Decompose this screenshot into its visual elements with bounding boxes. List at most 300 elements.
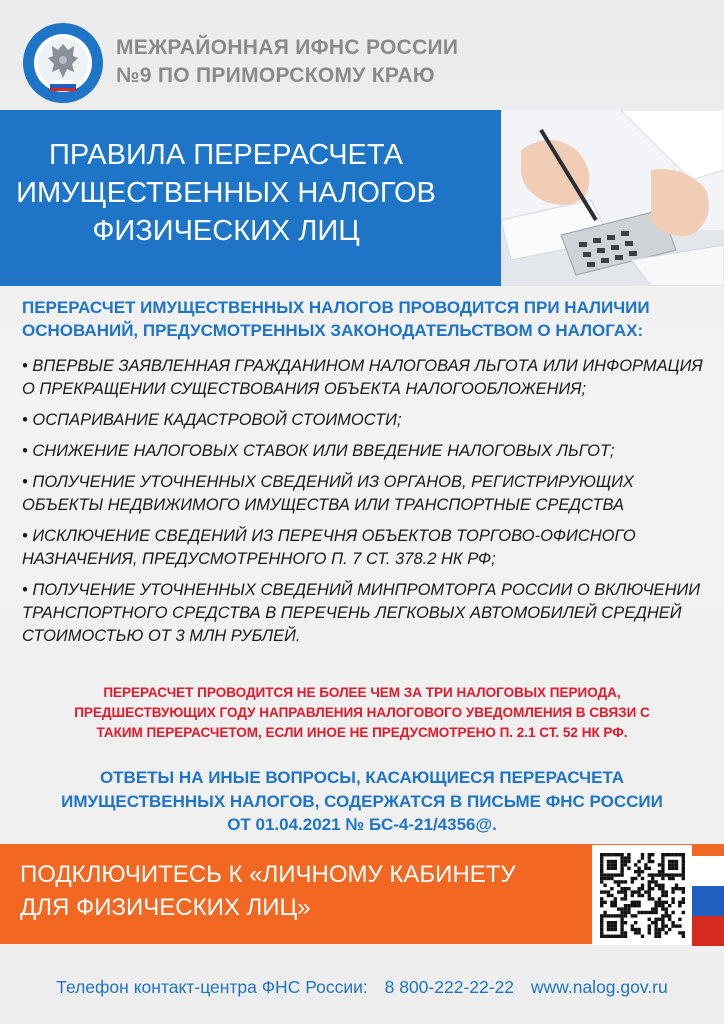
list-item: • ПОЛУЧЕНИЕ УТОЧНЕННЫХ СВЕДЕНИЙ ИЗ ОРГАНОВ, РЕГИСТРИРУЮЩИХ ОБЪЕКТЫ НЕДВИЖИМОГО ИМУЩЕСТВА ИЛИ ТРАНСПОРТНЫЕ СРЕДСТВА bbox=[22, 473, 634, 514]
page-title bbox=[0, 136, 452, 250]
qr-module bbox=[678, 873, 681, 876]
qr-module bbox=[600, 873, 603, 876]
qr-module bbox=[600, 921, 603, 924]
qr-module bbox=[624, 921, 627, 924]
header bbox=[0, 0, 724, 110]
grounds-list bbox=[22, 355, 708, 656]
qr-module bbox=[671, 867, 674, 870]
qr-module bbox=[600, 901, 603, 904]
qr-module bbox=[658, 870, 661, 873]
qr-module bbox=[665, 873, 668, 876]
qr-module bbox=[644, 867, 647, 870]
qr-module bbox=[624, 887, 627, 890]
qr-module bbox=[637, 894, 640, 897]
qr-module bbox=[600, 918, 603, 921]
qr-module bbox=[651, 907, 654, 910]
qr-module bbox=[610, 914, 613, 917]
qr-module bbox=[631, 924, 634, 927]
qr-module bbox=[682, 867, 685, 870]
fns-emblem-icon bbox=[22, 22, 104, 104]
qr-module bbox=[661, 887, 664, 890]
qr-module bbox=[641, 894, 644, 897]
qr-module bbox=[600, 890, 603, 893]
qr-module bbox=[614, 897, 617, 900]
qr-module bbox=[620, 887, 623, 890]
qr-module bbox=[648, 931, 651, 934]
qr-module bbox=[654, 918, 657, 921]
qr-module bbox=[665, 853, 668, 856]
cta-line-1: ПОДКЛЮЧИТЕСЬ К «ЛИЧНОМУ КАБИНЕТУ bbox=[20, 861, 516, 888]
qr-module bbox=[603, 890, 606, 893]
qr-module bbox=[624, 890, 627, 893]
qr-module bbox=[648, 884, 651, 887]
qr-module bbox=[620, 921, 623, 924]
qr-module bbox=[678, 924, 681, 927]
qr-module bbox=[641, 877, 644, 880]
qr-module bbox=[651, 880, 654, 883]
qr-module bbox=[682, 890, 685, 893]
qr-module bbox=[624, 894, 627, 897]
qr-module bbox=[607, 935, 610, 938]
qr-module bbox=[620, 928, 623, 931]
qr-module bbox=[658, 931, 661, 934]
notice-line-1: ПЕРЕРАСЧЕТ ПРОВОДИТСЯ НЕ БОЛЕЕ ЧЕМ ЗА ТРИ НАЛОГОВЫХ ПЕРИОДА, bbox=[103, 685, 621, 700]
calculator-hands-photo bbox=[501, 110, 724, 286]
qr-module bbox=[600, 863, 603, 866]
qr-module bbox=[654, 935, 657, 938]
list-item: • ОСПАРИВАНИЕ КАДАСТРОВОЙ СТОИМОСТИ; bbox=[22, 411, 402, 429]
qr-module bbox=[600, 931, 603, 934]
qr-module bbox=[671, 911, 674, 914]
qr-module bbox=[614, 904, 617, 907]
qr-module bbox=[620, 907, 623, 910]
qr-module bbox=[648, 867, 651, 870]
qr-module bbox=[668, 873, 671, 876]
qr-module bbox=[634, 904, 637, 907]
qr-module bbox=[675, 873, 678, 876]
qr-module bbox=[651, 921, 654, 924]
qr-module bbox=[637, 867, 640, 870]
qr-module bbox=[661, 873, 664, 876]
qr-module bbox=[654, 873, 657, 876]
answers-line-2: ИМУЩЕСТВЕННЫХ НАЛОГОВ, СОДЕРЖАТСЯ В ПИСЬМЕ ФНС РОССИИ bbox=[61, 791, 663, 811]
qr-module bbox=[617, 935, 620, 938]
qr-module bbox=[610, 863, 613, 866]
cta-line-2: ДЛЯ ФИЗИЧЕСКИХ ЛИЦ» bbox=[20, 894, 311, 921]
qr-module bbox=[634, 901, 637, 904]
qr-module bbox=[631, 880, 634, 883]
organization-name bbox=[116, 34, 458, 90]
qr-module bbox=[675, 863, 678, 866]
qr-module bbox=[668, 853, 671, 856]
qr-module bbox=[614, 853, 617, 856]
recalculation-notice bbox=[40, 683, 684, 743]
qr-module bbox=[682, 935, 685, 938]
intro-line-2: ОСНОВАНИЙ, ПРЕДУСМОТРЕННЫХ ЗАКОНОДАТЕЛЬСТВОМ О НАЛОГАХ: bbox=[22, 321, 644, 340]
qr-module bbox=[682, 853, 685, 856]
qr-module bbox=[610, 887, 613, 890]
qr-module bbox=[665, 907, 668, 910]
qr-module bbox=[648, 853, 651, 856]
qr-module bbox=[648, 911, 651, 914]
qr-module bbox=[617, 880, 620, 883]
banner-blue-panel bbox=[0, 110, 501, 286]
footer-contacts bbox=[0, 976, 724, 998]
qr-module bbox=[603, 884, 606, 887]
qr-module bbox=[671, 873, 674, 876]
qr-module bbox=[637, 931, 640, 934]
qr-module bbox=[658, 863, 661, 866]
qr-module bbox=[624, 931, 627, 934]
qr-module bbox=[644, 863, 647, 866]
qr-module bbox=[600, 877, 603, 880]
qr-module bbox=[631, 901, 634, 904]
qr-module bbox=[627, 911, 630, 914]
qr-module bbox=[620, 860, 623, 863]
qr-module bbox=[675, 887, 678, 890]
qr-module bbox=[620, 935, 623, 938]
qr-module bbox=[617, 890, 620, 893]
qr-module bbox=[658, 901, 661, 904]
qr-module bbox=[668, 928, 671, 931]
qr-module bbox=[624, 856, 627, 859]
phone-number[interactable]: 8 800-222-22-22 bbox=[384, 977, 515, 997]
qr-module bbox=[648, 928, 651, 931]
qr-module bbox=[678, 931, 681, 934]
qr-module bbox=[651, 860, 654, 863]
qr-module bbox=[620, 890, 623, 893]
qr-module bbox=[675, 860, 678, 863]
qr-module bbox=[600, 935, 603, 938]
qr-module bbox=[668, 918, 671, 921]
qr-module bbox=[671, 897, 674, 900]
qr-module bbox=[654, 904, 657, 907]
qr-module bbox=[648, 860, 651, 863]
qr-module bbox=[682, 870, 685, 873]
qr-module bbox=[671, 890, 674, 893]
qr-module bbox=[671, 863, 674, 866]
qr-module bbox=[610, 904, 613, 907]
qr-module bbox=[661, 863, 664, 866]
title-line-2: ИМУЩЕСТВЕННЫХ НАЛОГОВ bbox=[16, 177, 436, 209]
intro-line-1: ПЕРЕРАСЧЕТ ИМУЩЕСТВЕННЫХ НАЛОГОВ ПРОВОДИТСЯ ПРИ НАЛИЧИИ bbox=[22, 298, 650, 317]
qr-module bbox=[648, 880, 651, 883]
list-item: • ВПЕРВЫЕ ЗАЯВЛЕННАЯ ГРАЖДАНИНОМ НАЛОГОВАЯ ЛЬГОТА ИЛИ ИНФОРМАЦИЯ О ПРЕКРАЩЕНИИ СУЩЕСТВОВАНИЯ ОБЪЕКТА НАЛОГООБЛОЖЕНИЯ; bbox=[22, 357, 703, 398]
qr-module bbox=[614, 921, 617, 924]
qr-module bbox=[634, 928, 637, 931]
qr-module bbox=[627, 904, 630, 907]
qr-module bbox=[651, 911, 654, 914]
qr-module bbox=[610, 853, 613, 856]
qr-module bbox=[607, 867, 610, 870]
qr-module bbox=[661, 856, 664, 859]
qr-module bbox=[620, 856, 623, 859]
qr-code-icon[interactable] bbox=[592, 845, 692, 945]
qr-module bbox=[671, 924, 674, 927]
cta-text bbox=[20, 858, 580, 924]
qr-module bbox=[610, 928, 613, 931]
qr-module bbox=[682, 897, 685, 900]
qr-module bbox=[610, 860, 613, 863]
qr-module bbox=[617, 873, 620, 876]
qr-module bbox=[637, 860, 640, 863]
qr-module bbox=[631, 890, 634, 893]
qr-module bbox=[668, 863, 671, 866]
qr-module bbox=[648, 887, 651, 890]
qr-module bbox=[651, 877, 654, 880]
qr-module bbox=[665, 901, 668, 904]
qr-module bbox=[607, 853, 610, 856]
qr-module bbox=[624, 911, 627, 914]
qr-module bbox=[651, 873, 654, 876]
website-link[interactable]: www.nalog.gov.ru bbox=[530, 977, 668, 997]
qr-module bbox=[631, 914, 634, 917]
qr-module bbox=[627, 907, 630, 910]
qr-module bbox=[665, 924, 668, 927]
qr-module bbox=[661, 918, 664, 921]
qr-module bbox=[641, 884, 644, 887]
qr-module bbox=[627, 853, 630, 856]
title-line-3: ФИЗИЧЕСКИХ ЛИЦ bbox=[92, 215, 360, 247]
qr-module bbox=[617, 853, 620, 856]
qr-module bbox=[600, 853, 603, 856]
qr-module bbox=[658, 887, 661, 890]
qr-module bbox=[675, 924, 678, 927]
qr-module bbox=[661, 928, 664, 931]
qr-module bbox=[627, 887, 630, 890]
qr-module bbox=[661, 901, 664, 904]
qr-module bbox=[600, 914, 603, 917]
qr-module bbox=[620, 880, 623, 883]
qr-module bbox=[671, 853, 674, 856]
qr-module bbox=[610, 867, 613, 870]
qr-module bbox=[637, 901, 640, 904]
qr-module bbox=[607, 921, 610, 924]
qr-module bbox=[648, 890, 651, 893]
qr-module bbox=[661, 924, 664, 927]
intro-text bbox=[22, 296, 702, 342]
qr-module bbox=[634, 870, 637, 873]
qr-module bbox=[603, 853, 606, 856]
qr-module bbox=[614, 867, 617, 870]
qr-module bbox=[661, 890, 664, 893]
qr-module bbox=[658, 873, 661, 876]
qr-module bbox=[620, 914, 623, 917]
qr-module bbox=[654, 921, 657, 924]
qr-module bbox=[675, 884, 678, 887]
qr-module bbox=[610, 873, 613, 876]
qr-module bbox=[671, 921, 674, 924]
qr-module bbox=[600, 856, 603, 859]
qr-module bbox=[634, 931, 637, 934]
org-name-line-2: №9 ПО ПРИМОРСКОМУ КРАЮ bbox=[116, 64, 435, 87]
qr-module bbox=[654, 880, 657, 883]
qr-module bbox=[641, 870, 644, 873]
qr-module bbox=[682, 901, 685, 904]
russian-flag-icon bbox=[692, 856, 724, 946]
qr-module bbox=[603, 901, 606, 904]
qr-module bbox=[658, 904, 661, 907]
qr-module bbox=[654, 884, 657, 887]
title-line-1: ПРАВИЛА ПЕРЕРАСЧЕТА bbox=[49, 139, 403, 171]
qr-module bbox=[614, 860, 617, 863]
qr-module bbox=[654, 924, 657, 927]
qr-module bbox=[624, 897, 627, 900]
qr-module bbox=[631, 877, 634, 880]
qr-module bbox=[610, 877, 613, 880]
qr-module bbox=[637, 873, 640, 876]
qr-module bbox=[607, 928, 610, 931]
qr-module bbox=[668, 867, 671, 870]
qr-module bbox=[617, 914, 620, 917]
qr-module bbox=[665, 894, 668, 897]
qr-module bbox=[600, 897, 603, 900]
qr-module bbox=[648, 924, 651, 927]
qr-module bbox=[682, 873, 685, 876]
qr-module bbox=[658, 897, 661, 900]
qr-module bbox=[620, 897, 623, 900]
qr-module bbox=[661, 907, 664, 910]
qr-module bbox=[682, 860, 685, 863]
qr-module bbox=[637, 887, 640, 890]
qr-module bbox=[614, 914, 617, 917]
qr-code-container bbox=[592, 845, 692, 945]
qr-module bbox=[624, 860, 627, 863]
qr-module bbox=[607, 914, 610, 917]
qr-module bbox=[654, 911, 657, 914]
qr-module bbox=[624, 907, 627, 910]
qr-module bbox=[654, 928, 657, 931]
list-item: • СНИЖЕНИЕ НАЛОГОВЫХ СТАВОК ИЛИ ВВЕДЕНИЕ НАЛОГОВЫХ ЛЬГОТ; bbox=[22, 442, 615, 460]
qr-module bbox=[607, 890, 610, 893]
qr-module bbox=[607, 877, 610, 880]
org-name-line-1: МЕЖРАЙОННАЯ ИФНС РОССИИ bbox=[116, 36, 459, 59]
qr-module bbox=[600, 870, 603, 873]
qr-module bbox=[600, 924, 603, 927]
qr-module bbox=[661, 894, 664, 897]
qr-module bbox=[678, 887, 681, 890]
qr-module bbox=[661, 884, 664, 887]
qr-module bbox=[627, 867, 630, 870]
qr-module bbox=[644, 890, 647, 893]
qr-module bbox=[671, 887, 674, 890]
qr-module bbox=[658, 935, 661, 938]
qr-module bbox=[610, 894, 613, 897]
qr-module bbox=[617, 884, 620, 887]
qr-module bbox=[600, 860, 603, 863]
qr-module bbox=[614, 924, 617, 927]
qr-module bbox=[634, 890, 637, 893]
qr-module bbox=[607, 873, 610, 876]
qr-module bbox=[631, 904, 634, 907]
answers-line-3: ОТ 01.04.2021 № БС-4-21/4356@. bbox=[227, 815, 497, 834]
qr-module bbox=[668, 860, 671, 863]
qr-module bbox=[648, 856, 651, 859]
qr-module bbox=[661, 860, 664, 863]
qr-module bbox=[620, 931, 623, 934]
qr-module bbox=[648, 918, 651, 921]
qr-module bbox=[661, 921, 664, 924]
qr-module bbox=[675, 853, 678, 856]
qr-module bbox=[661, 914, 664, 917]
qr-module bbox=[651, 897, 654, 900]
qr-module bbox=[620, 911, 623, 914]
qr-module bbox=[651, 887, 654, 890]
qr-module bbox=[607, 860, 610, 863]
qr-module bbox=[682, 911, 685, 914]
qr-module bbox=[637, 870, 640, 873]
qr-module bbox=[620, 853, 623, 856]
qr-module bbox=[661, 853, 664, 856]
qr-module bbox=[665, 931, 668, 934]
qr-module bbox=[600, 928, 603, 931]
qr-module bbox=[610, 935, 613, 938]
qr-module bbox=[620, 924, 623, 927]
qr-module bbox=[620, 870, 623, 873]
qr-module bbox=[668, 877, 671, 880]
qr-module bbox=[624, 904, 627, 907]
qr-module bbox=[600, 867, 603, 870]
answers-line-1: ОТВЕТЫ НА ИНЫЕ ВОПРОСЫ, КАСАЮЩИЕСЯ ПЕРЕРАСЧЕТА bbox=[99, 768, 625, 787]
notice-line-2: ПРЕДШЕСТВУЮЩИХ ГОДУ НАПРАВЛЕНИЯ НАЛОГОВОГО УВЕДОМЛЕНИЯ В СВЯЗИ С bbox=[74, 705, 650, 720]
qr-module bbox=[634, 863, 637, 866]
qr-module bbox=[641, 853, 644, 856]
answers-reference bbox=[30, 766, 694, 837]
qr-module bbox=[614, 935, 617, 938]
qr-module bbox=[634, 921, 637, 924]
qr-module bbox=[671, 860, 674, 863]
qr-module bbox=[637, 890, 640, 893]
qr-module bbox=[620, 873, 623, 876]
phone-label: Телефон контакт-центра ФНС России: bbox=[56, 977, 368, 997]
qr-module bbox=[648, 873, 651, 876]
qr-module bbox=[634, 914, 637, 917]
qr-module bbox=[682, 931, 685, 934]
qr-module bbox=[661, 904, 664, 907]
qr-module bbox=[675, 867, 678, 870]
qr-module bbox=[641, 856, 644, 859]
qr-module bbox=[600, 880, 603, 883]
qr-module bbox=[620, 863, 623, 866]
qr-module bbox=[682, 887, 685, 890]
qr-module bbox=[607, 894, 610, 897]
qr-module bbox=[624, 880, 627, 883]
qr-module bbox=[641, 887, 644, 890]
qr-module bbox=[607, 924, 610, 927]
qr-module bbox=[614, 873, 617, 876]
qr-module bbox=[668, 904, 671, 907]
qr-module bbox=[671, 901, 674, 904]
qr-module bbox=[678, 853, 681, 856]
qr-module bbox=[637, 904, 640, 907]
qr-module bbox=[654, 907, 657, 910]
qr-module bbox=[610, 924, 613, 927]
qr-module bbox=[614, 928, 617, 931]
qr-module bbox=[627, 856, 630, 859]
qr-module bbox=[624, 863, 627, 866]
qr-module bbox=[658, 918, 661, 921]
qr-module bbox=[603, 935, 606, 938]
qr-module bbox=[661, 867, 664, 870]
qr-module bbox=[682, 856, 685, 859]
qr-module bbox=[665, 890, 668, 893]
qr-module bbox=[624, 935, 627, 938]
qr-module bbox=[641, 911, 644, 914]
qr-module bbox=[648, 897, 651, 900]
qr-module bbox=[641, 935, 644, 938]
qr-module bbox=[624, 914, 627, 917]
notice-line-3: ТАКИМ ПЕРЕРАСЧЕТОМ, ЕСЛИ ИНОЕ НЕ ПРЕДУСМОТРЕНО П. 2.1 СТ. 52 НК РФ. bbox=[96, 725, 628, 740]
